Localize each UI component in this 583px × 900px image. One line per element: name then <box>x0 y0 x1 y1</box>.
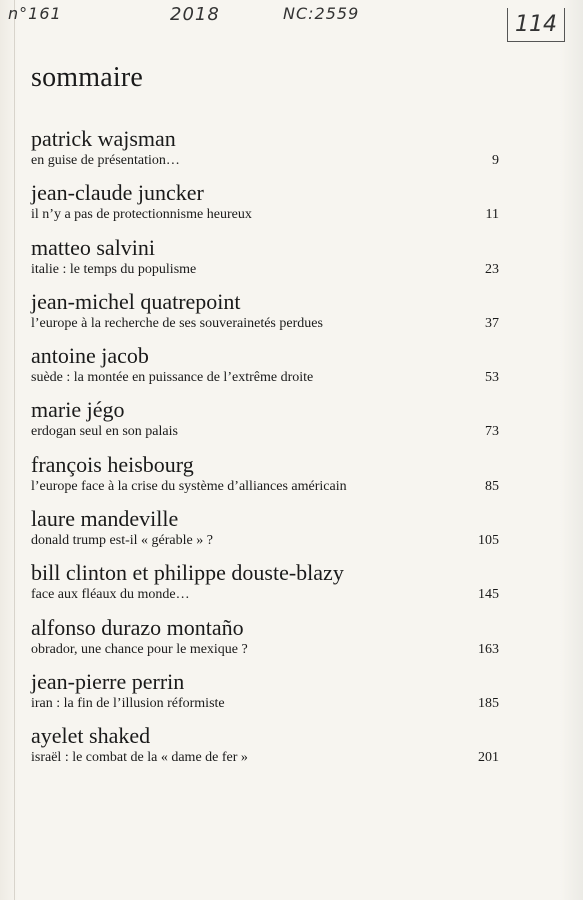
toc-row <box>31 641 499 659</box>
toc-entry <box>31 723 499 777</box>
toc-entry <box>31 235 499 289</box>
handwritten-note-year: 2018 <box>170 4 220 25</box>
toc-author: marie jégo <box>31 397 125 423</box>
toc-entry <box>31 289 499 343</box>
toc-author: bill clinton et philippe douste-blazy <box>31 560 344 586</box>
toc-author: jean-michel quatrepoint <box>31 288 241 314</box>
toc-author: matteo salvini <box>31 234 156 260</box>
toc-page-number: 145 <box>478 587 499 603</box>
toc-title: donald trump est-il « gérable » ? <box>31 533 213 549</box>
toc-page-number: 53 <box>485 370 499 386</box>
toc-row <box>31 532 499 550</box>
toc-entry <box>31 669 499 723</box>
toc-page-number: 185 <box>478 695 499 711</box>
table-of-contents <box>31 126 499 778</box>
page-edge-divider <box>14 0 15 900</box>
toc-row <box>31 423 499 441</box>
toc-page-number: 201 <box>478 750 499 766</box>
toc-title: face aux fléaux du monde… <box>31 587 190 603</box>
toc-page-number: 11 <box>485 207 499 223</box>
toc-row <box>31 586 499 604</box>
toc-page-number: 85 <box>485 478 499 494</box>
toc-author: antoine jacob <box>31 343 149 369</box>
toc-page-number: 23 <box>485 261 499 277</box>
handwritten-corner-number: 114 <box>507 8 565 42</box>
toc-author: alfonso durazo montaño <box>31 614 244 640</box>
toc-title: en guise de présentation… <box>31 153 180 168</box>
handwritten-note-number: n°161 <box>8 4 62 23</box>
toc-title: israël : le combat de la « dame de fer » <box>31 750 248 766</box>
toc-title: l’europe face à la crise du système d’alliances américain <box>31 478 347 494</box>
toc-title: italie : le temps du populisme <box>31 261 197 277</box>
toc-page-number: 105 <box>478 533 499 549</box>
page-title: sommaire <box>31 62 144 93</box>
toc-page-number: 37 <box>485 315 499 331</box>
toc-author: patrick wajsman <box>31 126 176 151</box>
toc-entry <box>31 560 499 614</box>
toc-row <box>31 478 499 496</box>
toc-page-number: 9 <box>492 153 499 168</box>
toc-entry <box>31 397 499 451</box>
toc-row <box>31 261 499 279</box>
toc-entry <box>31 180 499 234</box>
toc-entry <box>31 126 499 180</box>
toc-title: il n’y a pas de protectionnisme heureux <box>31 207 252 223</box>
toc-row <box>31 315 499 333</box>
toc-title: l’europe à la recherche de ses souverainetés perdues <box>31 315 323 331</box>
toc-title: suède : la montée en puissance de l’extrême droite <box>31 370 314 386</box>
toc-author: françois heisbourg <box>31 451 194 477</box>
toc-entry <box>31 506 499 560</box>
toc-title: erdogan seul en son palais <box>31 424 178 440</box>
toc-entry <box>31 615 499 669</box>
toc-entry <box>31 452 499 506</box>
toc-page-number: 163 <box>478 641 499 657</box>
toc-title: iran : la fin de l’illusion réformiste <box>31 695 225 711</box>
toc-row <box>31 369 499 387</box>
toc-author: laure mandeville <box>31 506 179 532</box>
toc-author: jean-claude juncker <box>31 180 204 206</box>
toc-entry <box>31 343 499 397</box>
toc-author: ayelet shaked <box>31 723 151 749</box>
toc-row <box>31 152 499 170</box>
handwritten-note-reference: NC:2559 <box>283 4 360 23</box>
toc-page-number: 73 <box>485 424 499 440</box>
toc-row <box>31 695 499 713</box>
toc-author: jean-pierre perrin <box>31 668 185 694</box>
toc-title: obrador, une chance pour le mexique ? <box>31 641 248 657</box>
toc-row <box>31 206 499 224</box>
toc-row <box>31 749 499 767</box>
